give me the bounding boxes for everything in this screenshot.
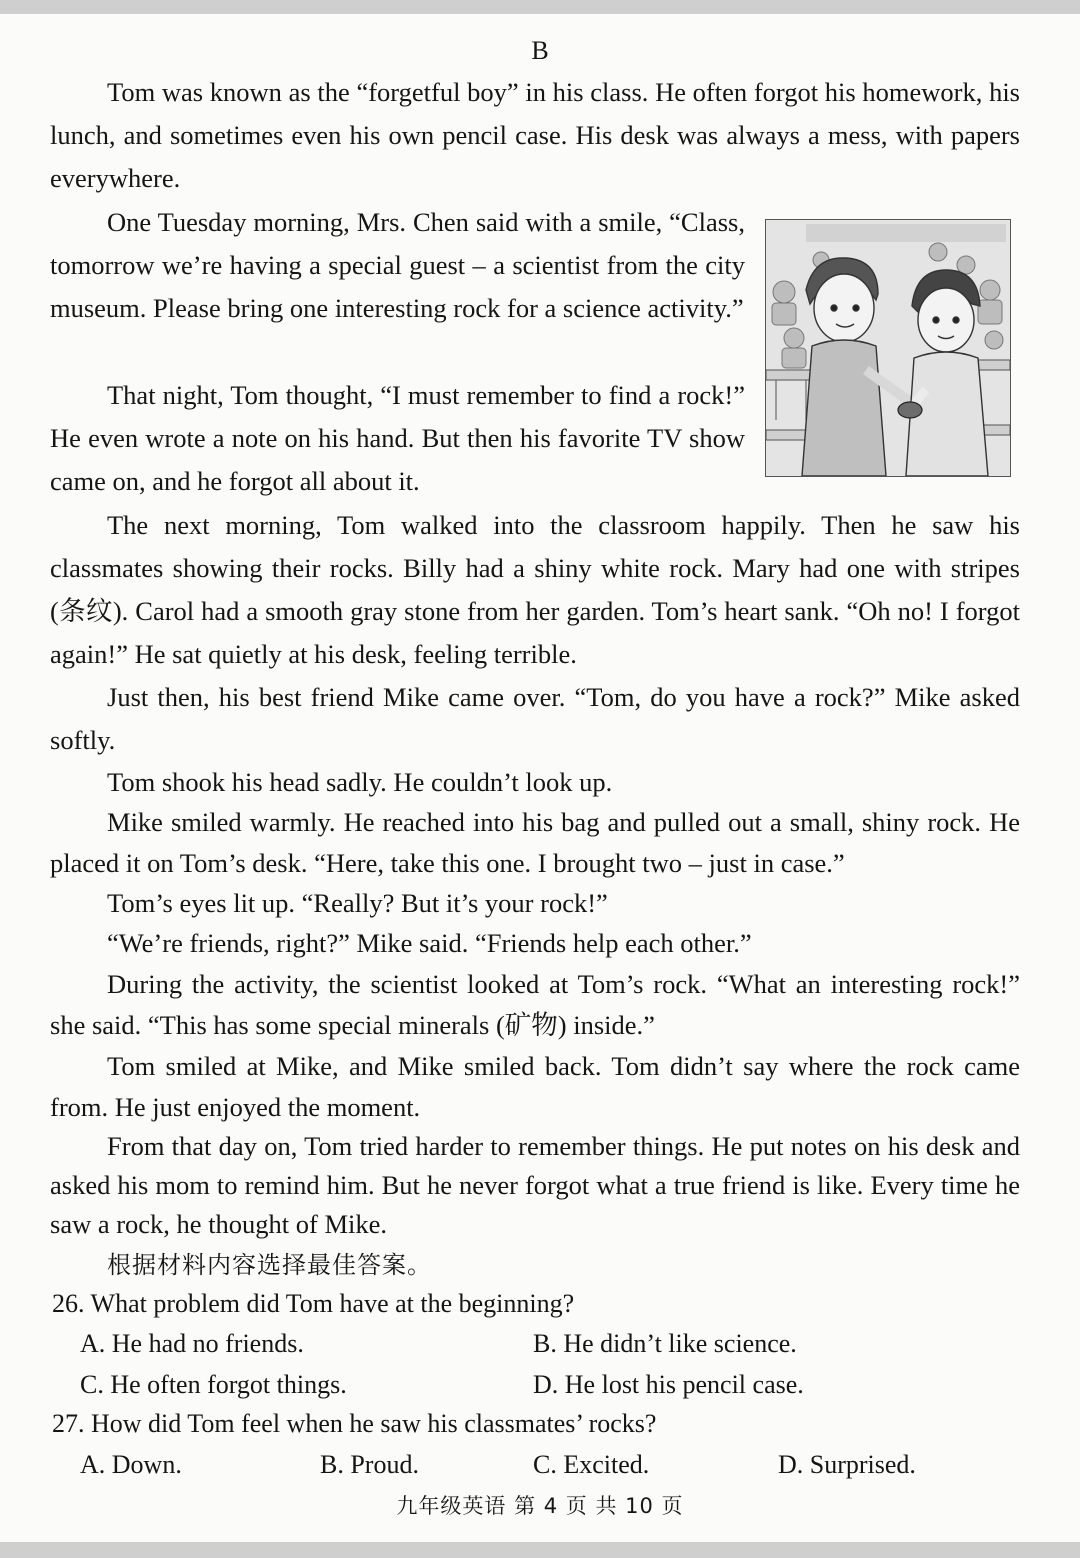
q26-option-d[interactable]: D. He lost his pencil case. <box>533 1370 804 1399</box>
paragraph-11: Tom smiled at Mike, and Mike smiled back. Tom didn’t say where the rock came from. He just enjoyed the moment. <box>50 1051 1020 1122</box>
instruction: 根据材料内容选择最佳答案。 <box>107 1251 432 1279</box>
paragraph-8: Tom’s eyes lit up. “Really? But it’s your rock!” <box>107 888 608 918</box>
q26-option-a[interactable]: A. He had no friends. <box>80 1329 304 1358</box>
q26-option-b[interactable]: B. He didn’t like science. <box>533 1329 797 1358</box>
section-heading: B <box>531 36 549 65</box>
page-footer: 九年级英语 第 4 页 共 10 页 <box>396 1494 684 1518</box>
question-26: 26. What problem did Tom have at the beginning? <box>52 1289 575 1318</box>
q26-option-c[interactable]: C. He often forgot things. <box>80 1370 347 1399</box>
paragraph-10: During the activity, the scientist looked at Tom’s rock. “What an interesting rock!” she said. “This has some special minerals (矿物) inside.” <box>50 969 1020 1040</box>
paragraph-3: That night, Tom thought, “I must remember to find a rock!” He even wrote a note on his hand. But then his favorite TV show came on, and he forgot all about it. <box>50 380 745 496</box>
q27-option-d[interactable]: D. Surprised. <box>778 1450 916 1479</box>
paragraph-1: Tom was known as the “forgetful boy” in his class. He often forgot his homework, his lunch, and sometimes even his own pencil case. His desk was always a mess, with papers everywhere. <box>50 77 1020 193</box>
exam-page <box>0 14 1080 1542</box>
question-27: 27. How did Tom feel when he saw his classmates’ rocks? <box>52 1409 657 1438</box>
paragraph-7: Mike smiled warmly. He reached into his bag and pulled out a small, shiny rock. He placed it on Tom’s desk. “Here, take this one. I brought two – just in case.” <box>50 807 1020 878</box>
paragraph-4: The next morning, Tom walked into the classroom happily. Then he saw his classmates showing their rocks. Billy had a shiny white rock. Mary had one with stripes (条纹). Carol had a smooth gray stone from her garden. Tom’s heart sank. “Oh no! I forgot again!” He sat quietly at his desk, feeling terrible. <box>50 510 1020 669</box>
paragraph-5: Just then, his best friend Mike came over. “Tom, do you have a rock?” Mike asked softly. <box>50 682 1020 755</box>
paragraph-6: Tom shook his head sadly. He couldn’t look up. <box>107 767 613 797</box>
classroom-two-boys-illustration-icon <box>765 219 1011 477</box>
q27-option-b[interactable]: B. Proud. <box>320 1450 419 1479</box>
q27-option-c[interactable]: C. Excited. <box>533 1450 650 1479</box>
paragraph-9: “We’re friends, right?” Mike said. “Friends help each other.” <box>107 928 752 958</box>
q27-option-a[interactable]: A. Down. <box>80 1450 182 1479</box>
paragraph-12: From that day on, Tom tried harder to remember things. He put notes on his desk and asked his mom to remind him. But he never forgot what a true friend is like. Every time he saw a rock, he thought of Mike. <box>50 1131 1020 1239</box>
paragraph-2: One Tuesday morning, Mrs. Chen said with a smile, “Class, tomorrow we’re having a special guest – a scientist from the city museum. Please bring one interesting rock for a science activity.” <box>50 207 745 323</box>
